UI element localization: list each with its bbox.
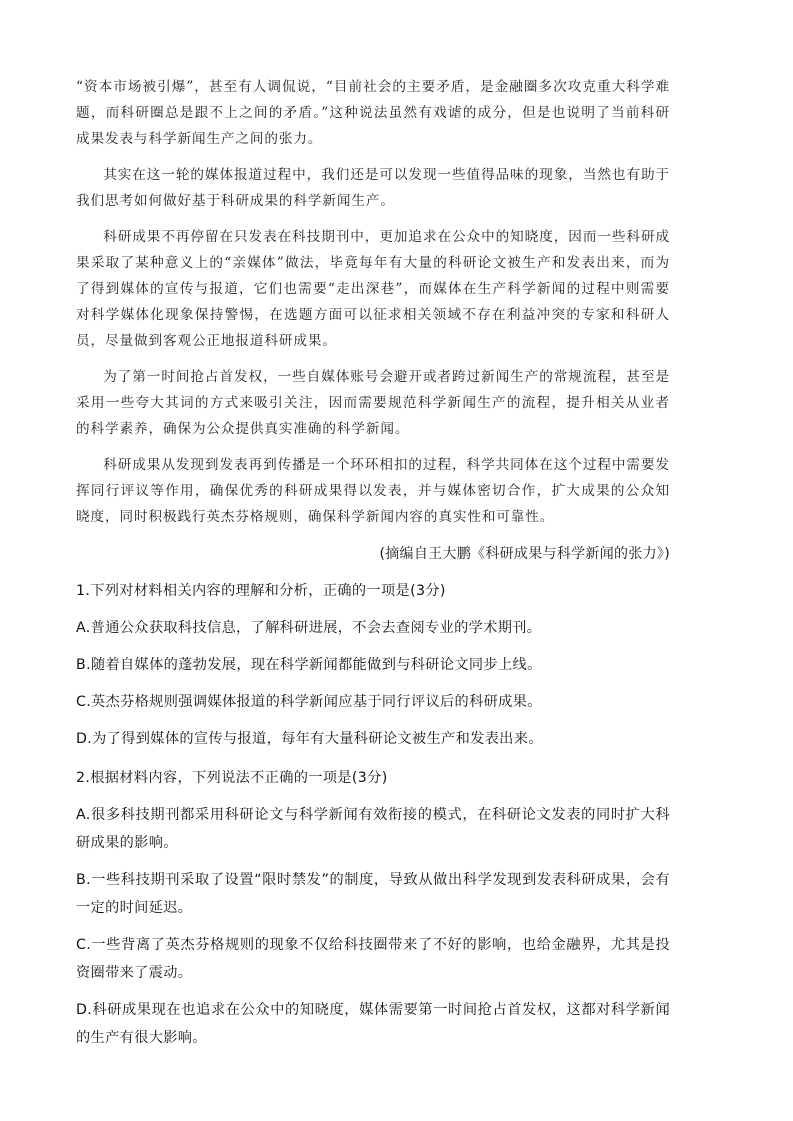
passage-paragraph-5: 科研成果从发现到发表再到传播是一个环环相扣的过程，科学共同体在这个过程中需要发挥同行评议等作用，确保优秀的科研成果得以发表，并与媒体密切合作，扩大成果的公众知晓度，同时积极践行英杰芬格规则，确保科学新闻内容的真实性和可靠性。 bbox=[76, 457, 670, 525]
passage-paragraph-3: 科研成果不再停留在只发表在科技期刊中，更加追求在公众中的知晓度，因而一些科研成果采取了某种意义上的“亲媒体”做法，毕竟每年有大量的科研论文被生产和发表出来，而为了得到媒体的宣传与报道，它们也需要“走出深巷”，而媒体在生产科学新闻的过程中则需要对科学媒体化现象保持警惕，在选题方面可以征求相关领域不存在利益冲突的专家和科研人员，尽量做到客观公正地报道科研成果。 bbox=[76, 229, 670, 349]
reading-passage bbox=[76, 74, 670, 566]
question-1-stem: 1.下列对材料相关内容的理解和分析，正确的一项是(3分) bbox=[76, 583, 446, 599]
question-1-option-a: A.普通公众获取科技信息，了解科研进展，不会去查阅专业的学术期刊。 bbox=[76, 620, 542, 636]
passage-source: (摘编自王大鹏《科研成果与科学新闻的张力》) bbox=[379, 546, 670, 562]
question-1-option-d: D.为了得到媒体的宣传与报道，每年有大量科研论文被生产和发表出来。 bbox=[76, 731, 543, 747]
question-2-option-c: C.一些背离了英杰芬格规则的现象不仅给科技圈带来了不好的影响，也给金融界，尤其是投资圈带来了震动。 bbox=[76, 937, 670, 981]
question-2-stem: 2.根据材料内容，下列说法不正确的一项是(3分) bbox=[76, 770, 388, 786]
passage-paragraph-1: “资本市场被引爆”，甚至有人调侃说，“目前社会的主要矛盾，是金融圈多次攻克重大科学难题，而科研圈总是跟不上之间的矛盾。”这种说法虽然有戏谑的成分，但是也说明了当前科研成果发表与科学新闻生产之间的张力。 bbox=[76, 79, 670, 147]
question-1-option-b: B.随着自媒体的蓬勃发展，现在科学新闻都能做到与科研论文同步上线。 bbox=[76, 657, 542, 673]
passage-paragraph-2: 其实在这一轮的媒体报道过程中，我们还是可以发现一些值得品味的现象，当然也有助于我们思考如何做好基于科研成果的科学新闻生产。 bbox=[76, 167, 670, 209]
question-1-option-c: C.英杰芬格规则强调媒体报道的科学新闻应基于同行评议后的科研成果。 bbox=[76, 694, 542, 710]
exam-page bbox=[76, 74, 670, 1052]
question-2-option-b: B.一些科技期刊采取了设置“限时禁发”的制度，导致从做出科学发现到发表科研成果，会有一定的时间延迟。 bbox=[76, 872, 670, 916]
question-2-option-d: D.科研成果现在也追求在公众中的知晓度，媒体需要第一时间抢占首发权，这都对科学新闻的生产有很大影响。 bbox=[76, 1002, 670, 1046]
question-1 bbox=[76, 577, 670, 753]
passage-paragraph-4: 为了第一时间抢占首发权，一些自媒体账号会避开或者跨过新闻生产的常规流程，甚至是采用一些夸大其词的方式来吸引关注，因而需要规范科学新闻生产的流程，提升相关从业者的科学素养，确保为公众提供真实准确的科学新闻。 bbox=[76, 369, 670, 437]
question-2 bbox=[76, 764, 670, 1052]
question-2-option-a: A.很多科技期刊都采用科研论文与科学新闻有效衔接的模式，在科研论文发表的同时扩大科研成果的影响。 bbox=[76, 807, 670, 851]
